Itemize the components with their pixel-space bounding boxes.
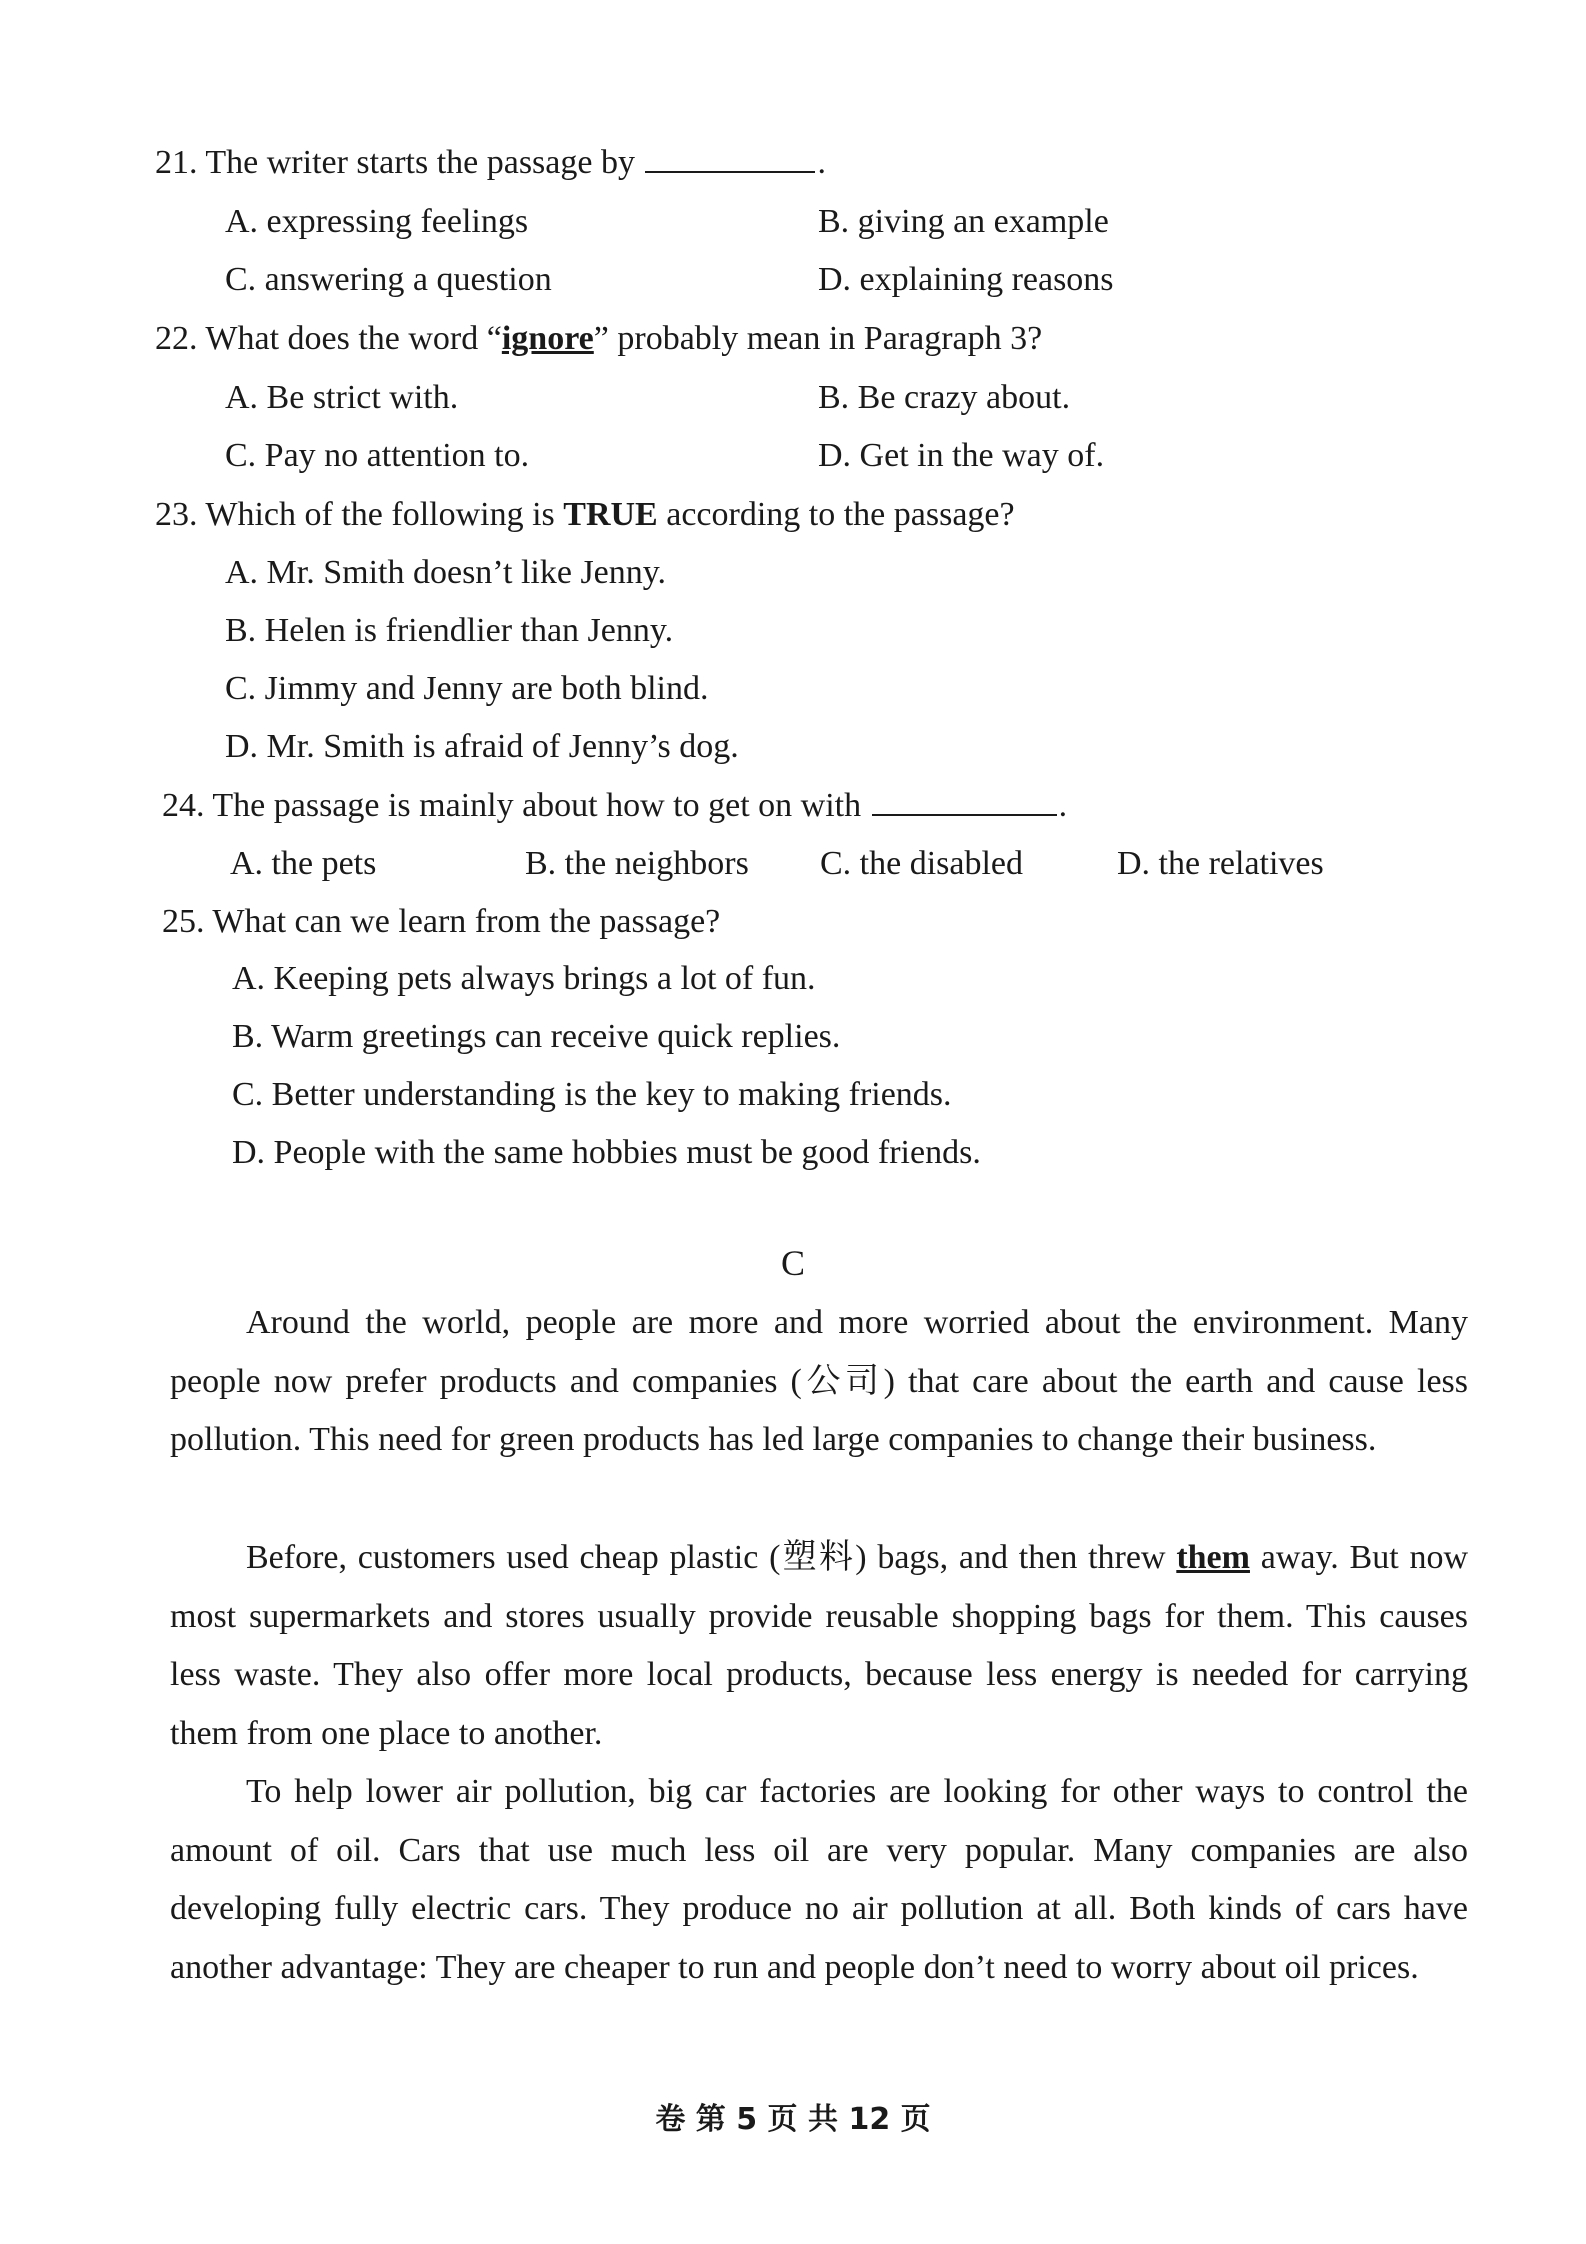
- question-24-option-c: C. the disabled: [820, 845, 1024, 882]
- question-22-end: ” probably mean in Paragraph 3?: [593, 320, 1043, 357]
- question-24-text: 24. The passage is mainly about how to get on with: [162, 787, 862, 824]
- paragraph-2-keyword: them: [1176, 1539, 1250, 1576]
- question-22-option-a: A. Be strict with.: [225, 379, 459, 416]
- question-23-option-d: D. Mr. Smith is afraid of Jenny’s dog.: [225, 728, 739, 765]
- paragraph-2-end: away. But now most supermarkets and stores usually provide reusable shopping bags for them. This causes less waste. They also offer more local products, because less energy is needed for carrying them from one place to another.: [170, 1539, 1469, 1752]
- question-25-stem: 25. What can we learn from the passage?: [162, 903, 721, 940]
- question-25-option-d: D. People with the same hobbies must be good friends.: [232, 1134, 981, 1171]
- question-23-option-c: C. Jimmy and Jenny are both blind.: [225, 670, 709, 707]
- question-21-option-b: B. giving an example: [818, 203, 1109, 240]
- passage-paragraph-3: To help lower air pollution, big car factories are looking for other ways to control the amount of oil. Cars that use much less oil are very popular. Many companies are also developing fully electric cars. They produce no air pollution at all. Both kinds of cars have another advantage: They are cheaper to run and people don’t need to worry about oil prices.: [170, 1773, 1468, 1986]
- passage-paragraph-1: Around the world, people are more and more worried about the environment. Many people now prefer products and companies (公司) that care about the earth and cause less pollution. This need for green products has led large companies to change their business.: [170, 1304, 1468, 1458]
- question-25-option-a: A. Keeping pets always brings a lot of fun.: [232, 960, 816, 997]
- question-21-stem: [155, 141, 826, 185]
- question-24-option-d: D. the relatives: [1117, 845, 1324, 882]
- question-24-stem: [162, 784, 1067, 828]
- question-21-option-a: A. expressing feelings: [225, 203, 529, 240]
- question-24-option-a: A. the pets: [230, 845, 377, 882]
- question-22-option-c: C. Pay no attention to.: [225, 437, 530, 474]
- question-23-text: 23. Which of the following is: [155, 496, 555, 533]
- question-21-end: .: [817, 144, 826, 181]
- question-25-option-c: C. Better understanding is the key to making friends.: [232, 1076, 952, 1113]
- question-24-option-b: B. the neighbors: [525, 845, 749, 882]
- answer-blank: [872, 784, 1057, 816]
- question-21-text: 21. The writer starts the passage by: [155, 144, 635, 181]
- question-22-text: 22. What does the word “: [155, 320, 502, 357]
- question-23-stem: [155, 493, 1015, 537]
- question-23-option-b: B. Helen is friendlier than Jenny.: [225, 612, 674, 649]
- question-22-option-d: D. Get in the way of.: [818, 437, 1105, 474]
- question-25-option-b: B. Warm greetings can receive quick replies.: [232, 1018, 841, 1055]
- question-21-option-d: D. explaining reasons: [818, 261, 1114, 298]
- question-22-keyword: ignore: [501, 320, 594, 357]
- question-22-option-b: B. Be crazy about.: [818, 379, 1071, 416]
- question-23-option-a: A. Mr. Smith doesn’t like Jenny.: [225, 554, 667, 591]
- question-21-option-c: C. answering a question: [225, 261, 552, 298]
- passage-paragraph-2: [170, 1529, 1468, 1763]
- paragraph-2-start: Before, customers used cheap plastic (塑料) bags, and then threw: [246, 1539, 1166, 1576]
- question-23-keyword: TRUE: [563, 496, 658, 533]
- answer-blank: [645, 141, 815, 173]
- page-number-footer: 卷 第 5 页 共 12 页: [655, 2102, 931, 2137]
- question-22-stem: [155, 317, 1042, 361]
- section-title: C: [780, 1243, 805, 1283]
- question-23-end: according to the passage?: [666, 496, 1015, 533]
- question-24-end: .: [1058, 787, 1068, 824]
